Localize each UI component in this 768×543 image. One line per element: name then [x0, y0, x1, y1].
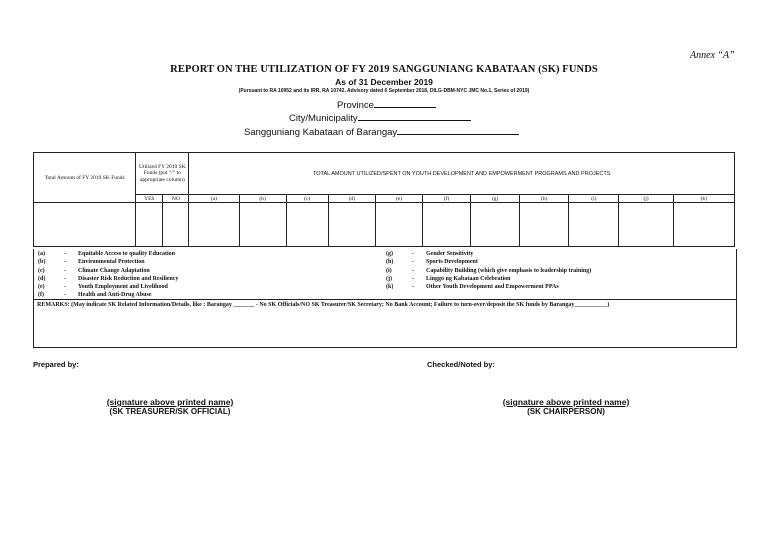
signature-block-chairperson[interactable] [466, 397, 666, 416]
column-header-g: (g) [471, 195, 520, 203]
signature-block-treasurer[interactable] [70, 397, 270, 416]
as-of-date: As of 31 December 2019 [335, 77, 433, 87]
pursuant-note: (Pursuant to RA 10952 and its IRR, RA 10742, Advisory dated 6 September 2018, DILG-DBM-NYC JMC No.1, Series of 2019) [238, 88, 530, 94]
no-column-header: NO [163, 195, 189, 203]
yes-column-header: YES [136, 195, 163, 203]
signatory-role: (SK CHAIRPERSON) [527, 407, 605, 416]
list-item: (d) - Disaster Risk Reduction and Resiliency [38, 275, 179, 282]
checked-by-label: Checked/Noted by: [427, 360, 495, 369]
utilized-header: Utilized FY 2019 SK Funds (put “/” to appropriate column) [136, 153, 189, 195]
list-item: (a) - Equitable Access to quality Education [38, 251, 176, 257]
column-header-h: (h) [520, 195, 569, 203]
province-label: Province [337, 100, 374, 111]
city-line[interactable] [289, 111, 471, 124]
program-legend [33, 249, 737, 299]
signatory-role: (SK TREASURER/SK OFFICIAL) [109, 407, 231, 416]
cell-d[interactable] [328, 203, 375, 247]
column-header-j: (j) [619, 195, 673, 203]
legend-left-column [38, 250, 179, 300]
programs-header: TOTAL AMOUNT UTILIZED/SPENT ON YOUTH DEVELOPMENT AND EMPOWERMENT PROGRAMS AND PROJECTS [189, 153, 735, 195]
cell-i[interactable] [569, 203, 619, 247]
list-item: (f) - Health and Anti-Drug Abuse [38, 292, 152, 299]
legend-right-column [386, 250, 591, 291]
remarks-box[interactable] [33, 299, 737, 348]
list-item: (b) - Environmental Protection [38, 259, 145, 266]
list-item: (k) - Other Youth Development and Empowerment PPAs [386, 284, 559, 291]
column-header-e: (e) [375, 195, 422, 203]
cell-g[interactable] [471, 203, 520, 247]
utilization-table [33, 152, 735, 247]
signature-line: (signature above printed name) [502, 397, 630, 407]
column-header-d: (d) [328, 195, 375, 203]
yes-cell[interactable] [136, 203, 163, 247]
list-item: (h) - Sports Development [386, 259, 478, 266]
cell-k[interactable] [673, 203, 734, 247]
cell-f[interactable] [422, 203, 470, 247]
province-line[interactable] [337, 98, 436, 111]
column-header-f: (f) [422, 195, 470, 203]
column-header-c: (c) [286, 195, 328, 203]
barangay-label: Sangguniang Kabataan of Barangay [244, 127, 398, 138]
annex-label: Annex “A” [690, 50, 735, 61]
city-label: City/Municipality [289, 113, 358, 124]
list-item: (g) - Gender Sensitivity [386, 251, 474, 257]
remarks-text: REMARKS: (May indicate SK Related Information/Details, like : Barangay _______ - No SK Officials/NO SK Treasurer/SK Secretary; No Bank Account; Failure to turn-over/deposit the SK funds by Barangay___________) [37, 302, 610, 308]
signature-line: (signature above printed name) [106, 397, 234, 407]
no-cell[interactable] [163, 203, 189, 247]
list-item: (i) - Capability Building (which give emphasis to leadership training) [386, 267, 592, 274]
column-header-i: (i) [569, 195, 619, 203]
province-blank[interactable] [374, 98, 436, 108]
cell-b[interactable] [239, 203, 286, 247]
cell-h[interactable] [520, 203, 569, 247]
cell-e[interactable] [375, 203, 422, 247]
barangay-blank[interactable] [397, 125, 519, 135]
column-header-b: (b) [239, 195, 286, 203]
list-item: (j) - Linggo ng Kabataan Celebration [386, 275, 511, 282]
prepared-by-label: Prepared by: [33, 360, 79, 369]
barangay-line[interactable] [244, 125, 519, 138]
cell-c[interactable] [286, 203, 328, 247]
table-row [34, 203, 735, 247]
list-item: (e) - Youth Employment and Livelihood [38, 284, 168, 291]
list-item: (c) - Climate Change Adaptation [38, 267, 150, 274]
total-amount-header: Total Amount of FY 2019 SK Funds [34, 153, 136, 203]
column-header-a: (a) [189, 195, 239, 203]
column-header-k: (k) [673, 195, 734, 203]
city-blank[interactable] [358, 111, 471, 121]
cell-a[interactable] [189, 203, 239, 247]
report-title: REPORT ON THE UTILIZATION OF FY 2019 SANGGUNIANG KABATAAN (SK) FUNDS [170, 64, 598, 75]
cell-j[interactable] [619, 203, 673, 247]
total-amount-cell[interactable] [34, 203, 136, 247]
